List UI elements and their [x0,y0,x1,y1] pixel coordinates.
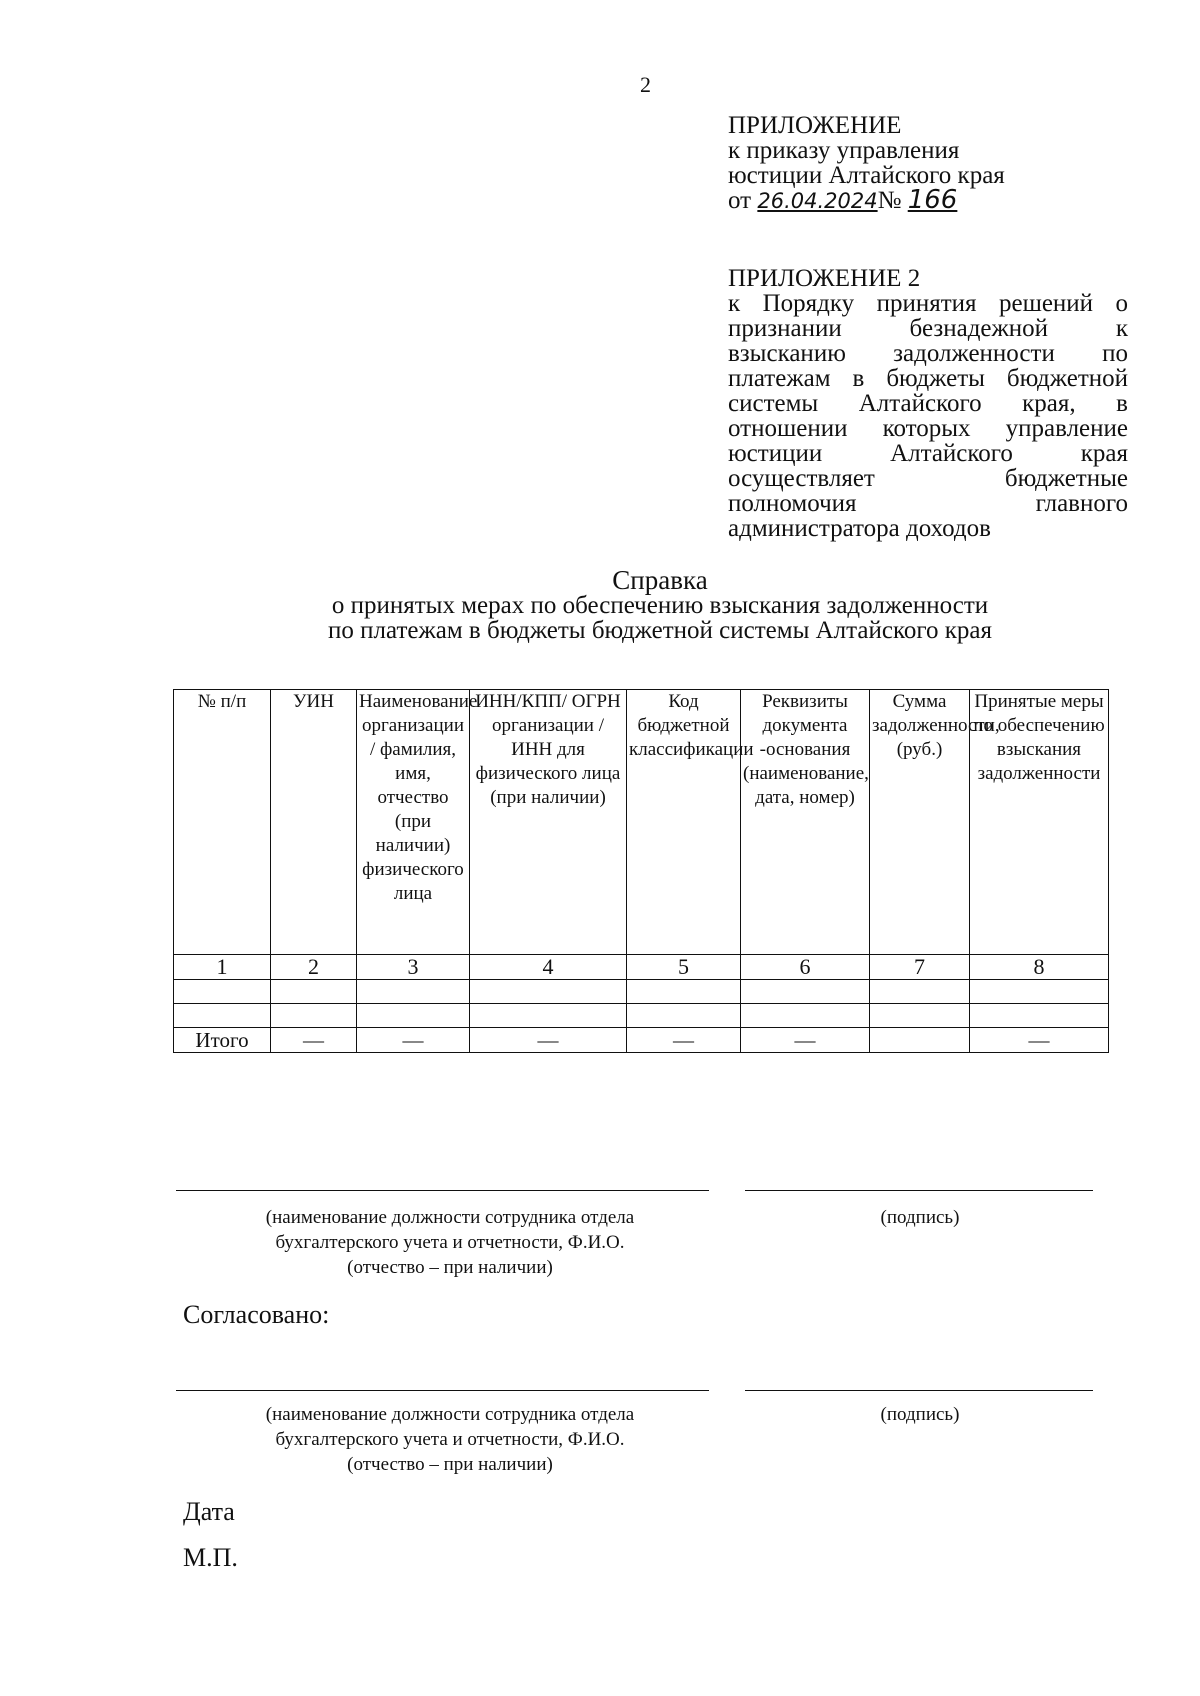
appendix2-line: к Порядку принятия решений о [728,290,1128,317]
column-header: № п/п [174,690,271,955]
handwritten-number: 166 [907,185,958,215]
stamp-label: М.П. [183,1543,238,1572]
appendix2-line: отношении которых управление [728,415,1128,442]
column-number: 1 [174,955,271,980]
appendix2-line: взысканию задолженности по [728,340,1128,367]
column-number: 7 [870,955,970,980]
position-signature-line [176,1390,709,1391]
column-number: 6 [741,955,870,980]
caption-line: (отчество – при наличии) [347,1454,553,1475]
position-signature-line [176,1190,709,1191]
appendix-line-1: к приказу управления [728,137,960,164]
appendix2-line: администратора доходов [728,515,991,542]
appendix2-line: полномочия главного [728,490,1128,517]
table-row [174,980,1109,1004]
caption-line: (наименование должности сотрудника отдела [265,1404,635,1425]
column-header: Реквизиты документа -основания (наименование, дата, номер) [741,690,870,955]
appendix2-title: ПРИЛОЖЕНИЕ 2 [728,265,921,292]
column-header: Код бюджетной классификации [627,690,741,955]
table-row [174,1004,1109,1028]
total-cell: — [271,1028,357,1053]
caption-line: (наименование должности сотрудника отдела [265,1207,635,1228]
appendix2-line: признании безнадежной к [728,315,1128,342]
column-number: 2 [271,955,357,980]
agreed-label: Согласовано: [183,1300,330,1329]
column-number: 4 [470,955,627,980]
position-caption [200,1402,700,1477]
signature-caption: (подпись) [880,1404,960,1425]
total-cell: — [357,1028,470,1053]
table-header-row [174,690,1109,955]
appendix2-line: юстиции Алтайского края [728,440,1128,467]
handwritten-date: 26.04.2024 [757,189,878,213]
appendix2-line: системы Алтайского края, в [728,390,1128,417]
total-cell: — [970,1028,1109,1053]
column-header: Принятые меры по обеспечению взыскания задолженности [970,690,1109,955]
caption-line: бухгалтерского учета и отчетности, Ф.И.О. [275,1429,625,1450]
caption-line: (отчество – при наличии) [347,1257,553,1278]
appendix2-line: осуществляет бюджетные [728,465,1128,492]
appendix-header [728,113,1128,214]
appendix-line-2: юстиции Алтайского края [728,162,1005,189]
position-caption [200,1205,700,1280]
column-number: 3 [357,955,470,980]
page-number: 2 [640,72,651,97]
column-header: Наименование организации / фамилия, имя, отчество (при наличии) физического лица [357,690,470,955]
column-header: УИН [271,690,357,955]
title-line-3: по платежам в бюджеты бюджетной системы Алтайского края [328,617,992,644]
total-row [174,1028,1109,1053]
title-line-1: Справка [612,565,708,595]
number-prefix: № [877,187,902,214]
appendix-title: ПРИЛОЖЕНИЕ [728,112,902,139]
total-cell: — [627,1028,741,1053]
caption-line: бухгалтерского учета и отчетности, Ф.И.О. [275,1232,625,1253]
appendix2-header [728,266,1128,541]
appendix2-line: платежам в бюджеты бюджетной [728,365,1128,392]
signature-caption: (подпись) [880,1207,960,1228]
appendix-date-line [728,185,1128,215]
total-cell: — [470,1028,627,1053]
total-cell: — [741,1028,870,1053]
debt-measures-table [173,689,1109,1053]
title-line-2: о принятых мерах по обеспечению взыскания задолженности [331,592,989,619]
column-number-row [174,955,1109,980]
column-header: Сумма задолженности, (руб.) [870,690,970,955]
column-number: 5 [627,955,741,980]
column-header: ИНН/КПП/ ОГРН организации / ИНН для физического лица (при наличии) [470,690,627,955]
date-label: Дата [183,1497,235,1526]
total-cell [870,1028,970,1053]
date-prefix: от [728,187,752,214]
document-title [230,565,1090,644]
column-number: 8 [970,955,1109,980]
signature-line [745,1190,1093,1191]
total-label: Итого [174,1028,271,1053]
signature-line [745,1390,1093,1391]
